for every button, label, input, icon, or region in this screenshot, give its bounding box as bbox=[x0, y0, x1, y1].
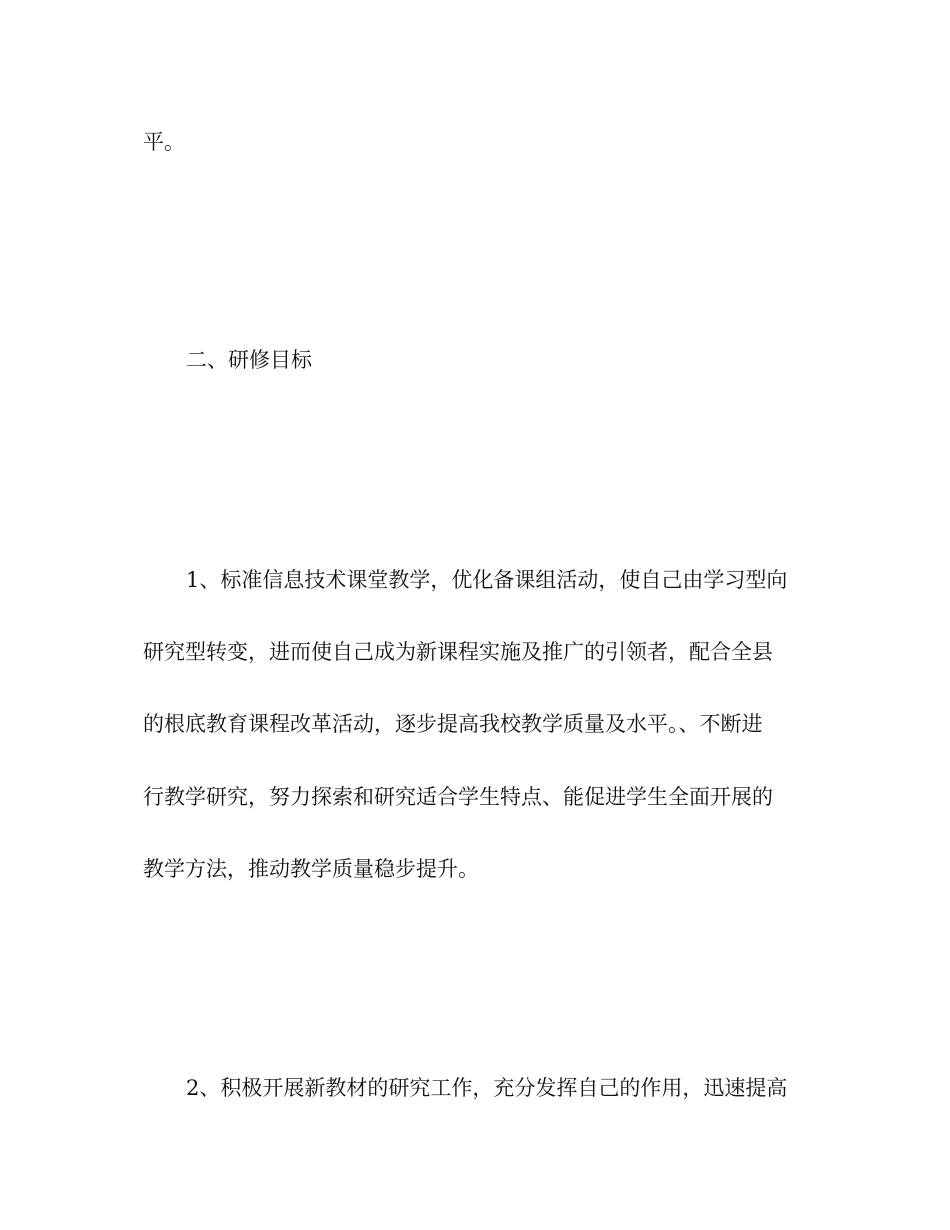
paragraph-line: 研究型转变，进而使自己成为新课程实施及推广的引领者，配合全县 bbox=[143, 640, 773, 664]
paragraph-line: 的根底教育课程改革活动，逐步提高我校教学质量及水平。、不断进 bbox=[143, 712, 763, 736]
paragraph-carryover-line: 平。 bbox=[143, 130, 185, 154]
paragraph-line: 行教学研究，努力探索和研究适合学生特点、能促进学生全面开展的 bbox=[143, 785, 773, 809]
paragraph-line: 2、积极开展新教材的研究工作，充分发挥自己的作用，迅速提高 bbox=[186, 1076, 788, 1100]
paragraph-line: 教学方法，推动教学质量稳步提升。 bbox=[143, 857, 479, 881]
section-heading: 二、研修目标 bbox=[186, 348, 312, 372]
paragraph-line: 1、标准信息技术课堂教学，优化备课组活动，使自己由学习型向 bbox=[186, 568, 788, 592]
